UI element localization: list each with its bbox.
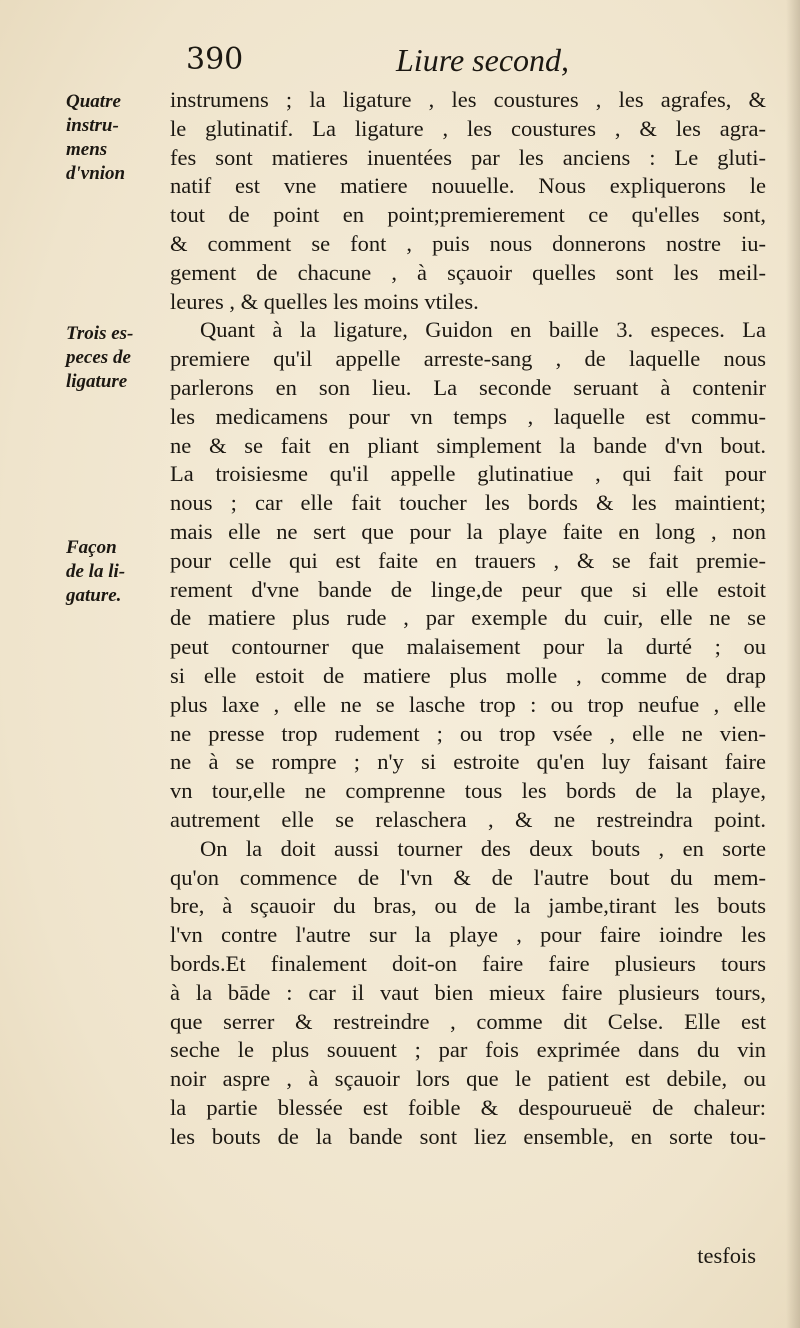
margin-note-line: instru- (66, 115, 119, 136)
text-line: gement de chacune , à sçauoir quelles sont les meil- (170, 259, 766, 285)
text-line: peut contourner que malaisement pour la durté ; ou (170, 634, 766, 660)
page-edge-shadow (786, 0, 800, 1328)
text-line: les medicamens pour vn temps , laquelle est commu- (170, 403, 766, 429)
margin-note-line: de la li- (66, 561, 126, 582)
text-line: & comment se font , puis nous donnerons nostre iu- (170, 230, 766, 256)
body-text (170, 86, 766, 1151)
text-line: noir aspre , à sçauoir lors que le patient est debile, ou (170, 1066, 766, 1092)
text-line: seche le plus souuent ; par fois exprimée dans du vin (170, 1037, 766, 1063)
text-line: les bouts de la bande sont liez ensemble, en sorte tou- (170, 1123, 766, 1149)
text-line: qu'on commence de l'vn & de l'autre bout du mem- (170, 864, 766, 890)
text-line: autrement elle se relaschera , & ne restreindra point. (170, 806, 766, 832)
text-line: instrumens ; la ligature , les coustures , les agrafes, & (170, 87, 766, 112)
text-line: leures , & quelles les moins vtiles. (170, 288, 479, 314)
catchword: tesfois (697, 1243, 756, 1268)
margin-note-line: ligature (66, 371, 128, 392)
text-line: ne presse trop rudement ; ou trop vsée , elle ne vien- (170, 720, 766, 746)
text-line: à la bāde : car il vaut bien mieux faire plusieurs tours, (170, 979, 766, 1005)
text-line: rement d'vne bande de linge,de peur que si elle estoit (170, 576, 766, 602)
text-line: natif est vne matiere nouuelle. Nous expliquerons le (170, 173, 766, 199)
margin-note-line: gature. (66, 585, 122, 606)
margin-note-line: d'vnion (66, 163, 126, 184)
text-line: l'vn contre l'autre sur la playe , pour faire ioindre les (170, 922, 766, 948)
text-line: bords.Et finalement doit-on faire faire plusieurs tours (170, 950, 766, 976)
text-line: premiere qu'il appelle arreste-sang , de laquelle nous (170, 346, 766, 372)
margin-note-line: Quatre (66, 91, 121, 112)
margin-note-line: mens (66, 139, 108, 160)
text-line: parlerons en son lieu. La seconde seruant à contenir (170, 374, 766, 400)
margin-note-line: Façon (66, 537, 117, 558)
text-line: Quant à la ligature, Guidon en baille 3. especes. La (200, 317, 766, 343)
text-line: que serrer & restreindre , comme dit Celse. Elle est (170, 1008, 766, 1034)
text-line: pour celle qui est faite en trauers , & se fait premie- (170, 547, 766, 573)
text-line: si elle estoit de matiere plus molle , comme de drap (170, 662, 766, 688)
text-line: vn tour,elle ne comprenne tous les bords de la playe, (170, 778, 766, 804)
margin-note-line: Trois es- (66, 323, 134, 344)
text-line: tout de point en point;premierement ce qu'elles sont, (170, 202, 766, 228)
margin-note-line: peces de (66, 347, 131, 368)
margin-note-quatre-instrumens (66, 90, 166, 186)
margin-note-facon-ligature (66, 536, 166, 608)
text-line: plus laxe , elle ne se lasche trop : ou trop neufue , elle (170, 691, 766, 717)
text-line: fes sont matieres inuentées par les anciens : Le gluti- (170, 144, 766, 170)
text-line: le glutinatif. La ligature , les coustures , & les agra- (170, 115, 766, 141)
text-line: bre, à sçauoir du bras, ou de la jambe,tirant les bouts (170, 893, 766, 919)
text-line: ne & se fait en pliant simplement la bande d'vn bout. (170, 432, 766, 458)
page-number: 390 (186, 42, 244, 77)
text-line: la partie blessée est foible & despourueuë de chaleur: (170, 1094, 766, 1120)
text-line: ne à se rompre ; n'y si estroite qu'en luy faisant faire (170, 749, 766, 775)
text-line: La troisiesme qu'il appelle glutinatiue , qui fait pour (170, 461, 766, 487)
text-line: mais elle ne sert que pour la playe faite en long , non (170, 518, 766, 544)
text-line: de matiere plus rude , par exemple du cuir, elle ne se (170, 605, 766, 631)
running-title: Liure second, (396, 42, 570, 78)
text-line: On la doit aussi tourner des deux bouts , en sorte (200, 835, 766, 861)
margin-note-trois-especes (66, 322, 166, 394)
text-line: nous ; car elle fait toucher les bords & les maintient; (170, 490, 766, 516)
page-header (160, 40, 620, 80)
